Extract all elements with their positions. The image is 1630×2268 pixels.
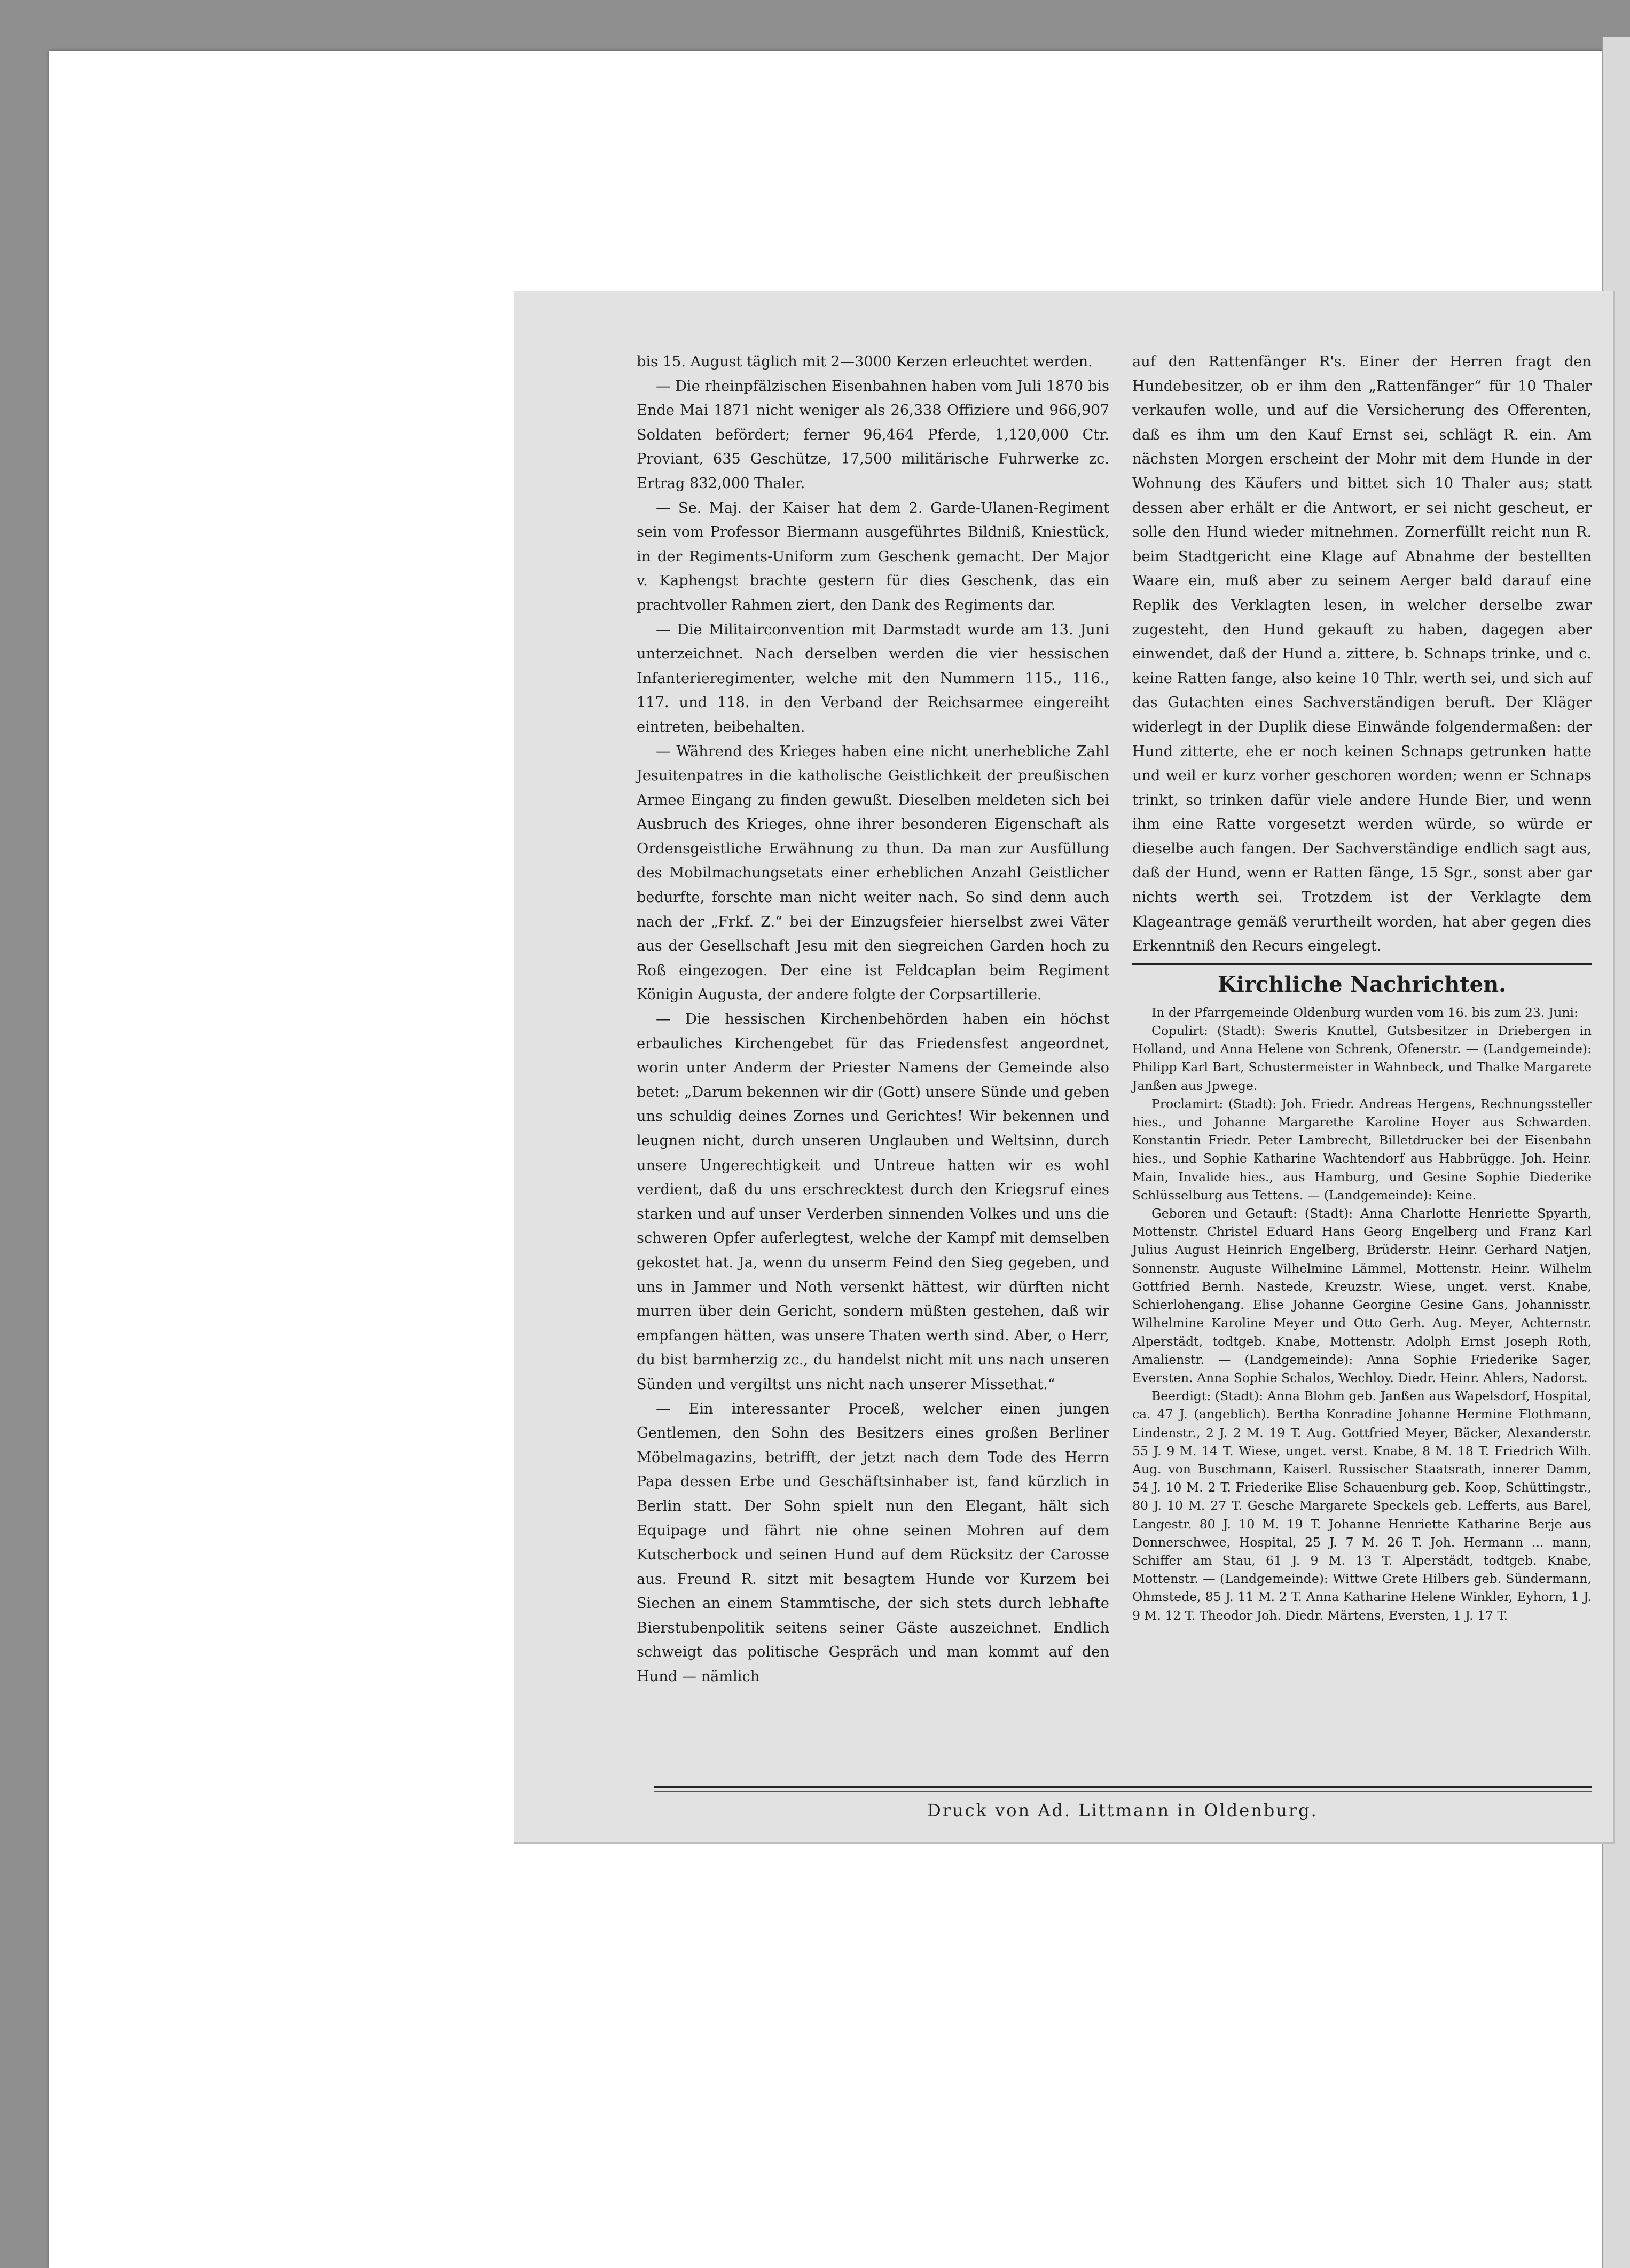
church-news — [1132, 1003, 1592, 1625]
church-paragraph: Copulirt: (Stadt): Sweris Knuttel, Gutsbesitzer in Driebergen in Holland, und Anna Helene von Schrenk, Ofenerstr. — (Landgemeinde): Philipp Karl Bart, Schustermeister in Wahnbeck, und Thalke Margarete Janßen aus Jpwege. — [1132, 1023, 1592, 1093]
article-paragraph: — Während des Krieges haben eine nicht unerhebliche Zahl Jesuitenpatres in die katholische Geistlichkeit der preußischen Armee Eingang zu finden gewußt. Dieselben meldeten sich bei Ausbruch des Krieges, ohne ihrer besonderen Eigenschaft als Ordensgeistliche Erwähnung zu thun. Da man zur Ausfüllung des Mobilmachungsetats einer erheblichen Anzahl Geistlicher bedurfte, forschte man nicht weiter nach. So sind denn auch nach der „Frkf. Z.“ bei der Einzugsfeier hierselbst zwei Väter aus der Gesellschaft Jesu mit den siegreichen Garden hoch zu Roß eingezogen. Der eine ist Feldcaplan beim Regiment Königin Augusta, der andere folgte der Corpsartillerie. — [637, 743, 1109, 1003]
right-column — [1132, 350, 1592, 1625]
footer-rule-thin — [654, 1791, 1592, 1792]
newspaper-clipping — [514, 291, 1615, 1844]
article-paragraph: auf den Rattenfänger R's. Einer der Herren fragt den Hundebesitzer, ob er ihm den „Rattenfänger“ für 10 Thaler verkaufen wolle, und auf die Versicherung des Offerenten, daß es ihm um den Kauf Ernst sei, schlägt R. ein. Am nächsten Morgen erscheint der Mohr mit dem Hunde in der Wohnung des Käufers und bittet sich 10 Thaler aus; statt dessen aber erhält er die Antwort, er sei nicht gescheut, er solle den Hund wieder mitnehmen. Zornerfüllt reicht nun R. beim Stadtgericht eine Klage auf Abnahme der bestellten Waare ein, muß aber zu seinem Aerger bald darauf eine Replik des Verklagten lesen, in welcher derselbe zwar zugesteht, den Hund gekauft zu haben, dagegen aber einwendet, daß der Hund a. zittere, b. Schnaps trinke, und c. keine Ratten fange, also keine 10 Thlr. werth sei, und sich auf das Gutachten eines Sachverständigen beruft. Der Kläger widerlegt in der Duplik diese Einwände folgendermaßen: der Hund zitterte, ehe er noch keinen Schnaps getrunken hatte und weil er kurz vorher geschoren worden; wenn er Schnaps trinkt, so trinken dafür viele andere Hunde Bier, und wenn ihm eine Ratte vorgesetzt werden würde, so würde er dieselbe auch fangen. Der Sachverständige endlich sagt aus, daß der Hund, wenn er Ratten fänge, 15 Sgr., sonst aber gar nichts werth sei. Trotzdem ist der Verklagte dem Klageantrage gemäß verurtheilt worden, hat aber gegen dies Erkenntniß den Recurs eingelegt. — [1132, 354, 1592, 955]
church-paragraph: Geboren und Getauft: (Stadt): Anna Charlotte Henriette Spyarth, Mottenstr. Christel Eduard Hans Georg Engelberg und Franz Karl Julius August Heinrich Engelberg, Brüderstr. Heinr. Gerhard Natjen, Sonnenstr. Auguste Wilhelmine Lämmel, Mottenstr. Heinr. Wilhelm Gottfried Bernh. Nastede, Kreuzstr. Wiese, unget. verst. Knabe, Schierlohengang. Elise Johanne Georgine Gesine Gans, Johannisstr. Wilhelmine Karoline Meyer und Otto Gerh. Aug. Meyer, Achternstr. Alperstädt, todtgeb. Knabe, Mottenstr. Adolph Ernst Joseph Roth, Amalienstr. — (Landgemeinde): Anna Sophie Friederike Sager, Eversten. Anna Sophie Schalos, Wechloy. Diedr. Heinr. Ahlers, Nadorst. — [1132, 1206, 1592, 1385]
article-paragraph: — Die Militairconvention mit Darmstadt wurde am 13. Juni unterzeichnet. Nach derselben werden die vier hessischen Infanterieregimenter, welche mit den Nummern 115., 116., 117. und 118. in den Verband der Reichsarmee eingereiht eintreten, beibehalten. — [637, 621, 1109, 735]
left-column — [637, 350, 1109, 1689]
article-paragraph: — Die rheinpfälzischen Eisenbahnen haben vom Juli 1870 bis Ende Mai 1871 nicht weniger als 26,338 Offiziere und 966,907 Soldaten befördert; ferner 96,464 Pferde, 1,120,000 Ctr. Proviant, 635 Geschütze, 17,500 militärische Fuhrwerke zc. Ertrag 832,000 Thaler. — [637, 378, 1109, 492]
section-divider — [1132, 963, 1592, 965]
article-paragraph: — Ein interessanter Proceß, welcher einen jungen Gentlemen, den Sohn des Besitzers eines großen Berliner Möbelmagazins, betrifft, der jetzt nach dem Tode des Herrn Papa dessen Erbe und Geschäftsinhaber ist, fand kürzlich in Berlin statt. Der Sohn spielt nun den Elegant, hält sich Equipage und fährt nie ohne seinen Mohren auf dem Kutscherbock und seinen Hund auf dem Rücksitz der Carosse aus. Freund R. sitzt mit besagtem Hunde vor Kurzem bei Siechen an einem Stammtische, der sich stets durch lebhafte Bierstubenpolitik seitens seiner Gäste auszeichnet. Endlich schweigt das politische Gespräch und man kommt auf den Hund — nämlich — [637, 1400, 1109, 1685]
article-paragraph: — Se. Maj. der Kaiser hat dem 2. Garde-Ulanen-Regiment sein vom Professor Biermann ausgeführtes Bildniß, Kniestück, in der Regiments-Uniform zum Geschenk gemacht. Der Major v. Kaphengst brachte gestern für dies Geschenk, das ein prachtvoller Rahmen ziert, den Dank des Regiments dar. — [637, 499, 1109, 614]
church-paragraph: Proclamirt: (Stadt): Joh. Friedr. Andreas Hergens, Rechnungssteller hies., und Johanne Margarethe Karoline Hoyer aus Schwarden. Konstantin Friedr. Peter Lambrecht, Billetdrucker bei der Eisenbahn hies., und Sophie Katharine Wachtendorf aus Habbrügge. Joh. Heinr. Main, Invalide hies., aus Hamburg, und Gesine Sophie Diederike Schlüsselburg aus Tettens. — (Landgemeinde): Keine. — [1132, 1096, 1592, 1203]
article-paragraph: bis 15. August täglich mit 2—3000 Kerzen erleuchtet werden. — [637, 354, 1093, 370]
church-paragraph: Beerdigt: (Stadt): Anna Blohm geb. Janßen aus Wapelsdorf, Hospital, ca. 47 J. (angeblich). Bertha Konradine Johanne Hermine Flothmann, Lindenstr., 2 J. 2 M. 19 T. Aug. Gottfried Meyer, Bäcker, Alexanderstr. 55 J. 9 M. 14 T. Wiese, unget. verst. Knabe, 8 M. 18 T. Friedrich Wilh. Aug. von Buschmann, Kaiserl. Russischer Staatsrath, innerer Damm, 54 J. 10 M. 2 T. Friederike Elise Schauenburg geb. Koop, Schüttingstr., 80 J. 10 M. 27 T. Gesche Margarete Speckels geb. Lefferts, aus Barel, Langestr. 80 J. 10 M. 19 T. Johanne Henriette Katharine Berje aus Donnerschwee, Hospital, 25 J. 7 M. 26 T. Joh. Hermann ... mann, Schiffer am Stau, 61 J. 9 M. 13 T. Alperstädt, todtgeb. Knabe, Mottenstr. — (Landgemeinde): Wittwe Grete Hilbers geb. Sündermann, Ohmstede, 85 J. 11 M. 2 T. Anna Katharine Helene Winkler, Eyhorn, 1 J. 9 M. 12 T. Theodor Joh. Diedr. Märtens, Eversten, 1 J. 17 T. — [1132, 1388, 1592, 1623]
church-paragraph: In der Pfarrgemeinde Oldenburg wurden vom 16. bis zum 23. Juni: — [1151, 1004, 1578, 1020]
footer-rule — [654, 1786, 1592, 1788]
church-news-heading: Kirchliche Nachrichten. — [1217, 971, 1507, 997]
printer-imprint: Druck von Ad. Littmann in Oldenburg. — [927, 1800, 1318, 1820]
article-paragraph: — Die hessischen Kirchenbehörden haben ein höchst erbauliches Kirchengebet für das Friedensfest angeordnet, worin unter Anderm der Priester Namens der Gemeinde also betet: „Darum bekennen wir dir (Gott) unsere Sünde und geben uns schuldig deines Zornes und Gerichtes! Wir bekennen und leugnen nicht, durch unseren Unglauben und Weltsinn, durch unsere Ungerechtigkeit und Untreue hatten wir es wohl verdient, daß du uns erschrecktest durch den Kriegsruf eines starken und auf unser Verderben sinnenden Volkes und uns die schweren Opfer auferlegtest, welche der Kampf mit demselben gekostet hat. Ja, wenn du unserm Feind den Sieg gegeben, und uns in Jammer und Noth versenkt hättest, wir dürften nicht murren über dein Gericht, sondern müßten gestehen, daß wir empfangen hätten, was unsere Thaten werth sind. Aber, o Herr, du bist barmherzig zc., du handelst nicht mit uns nach unseren Sünden und vergiltst uns nicht nach unserer Missethat.“ — [637, 1011, 1109, 1393]
